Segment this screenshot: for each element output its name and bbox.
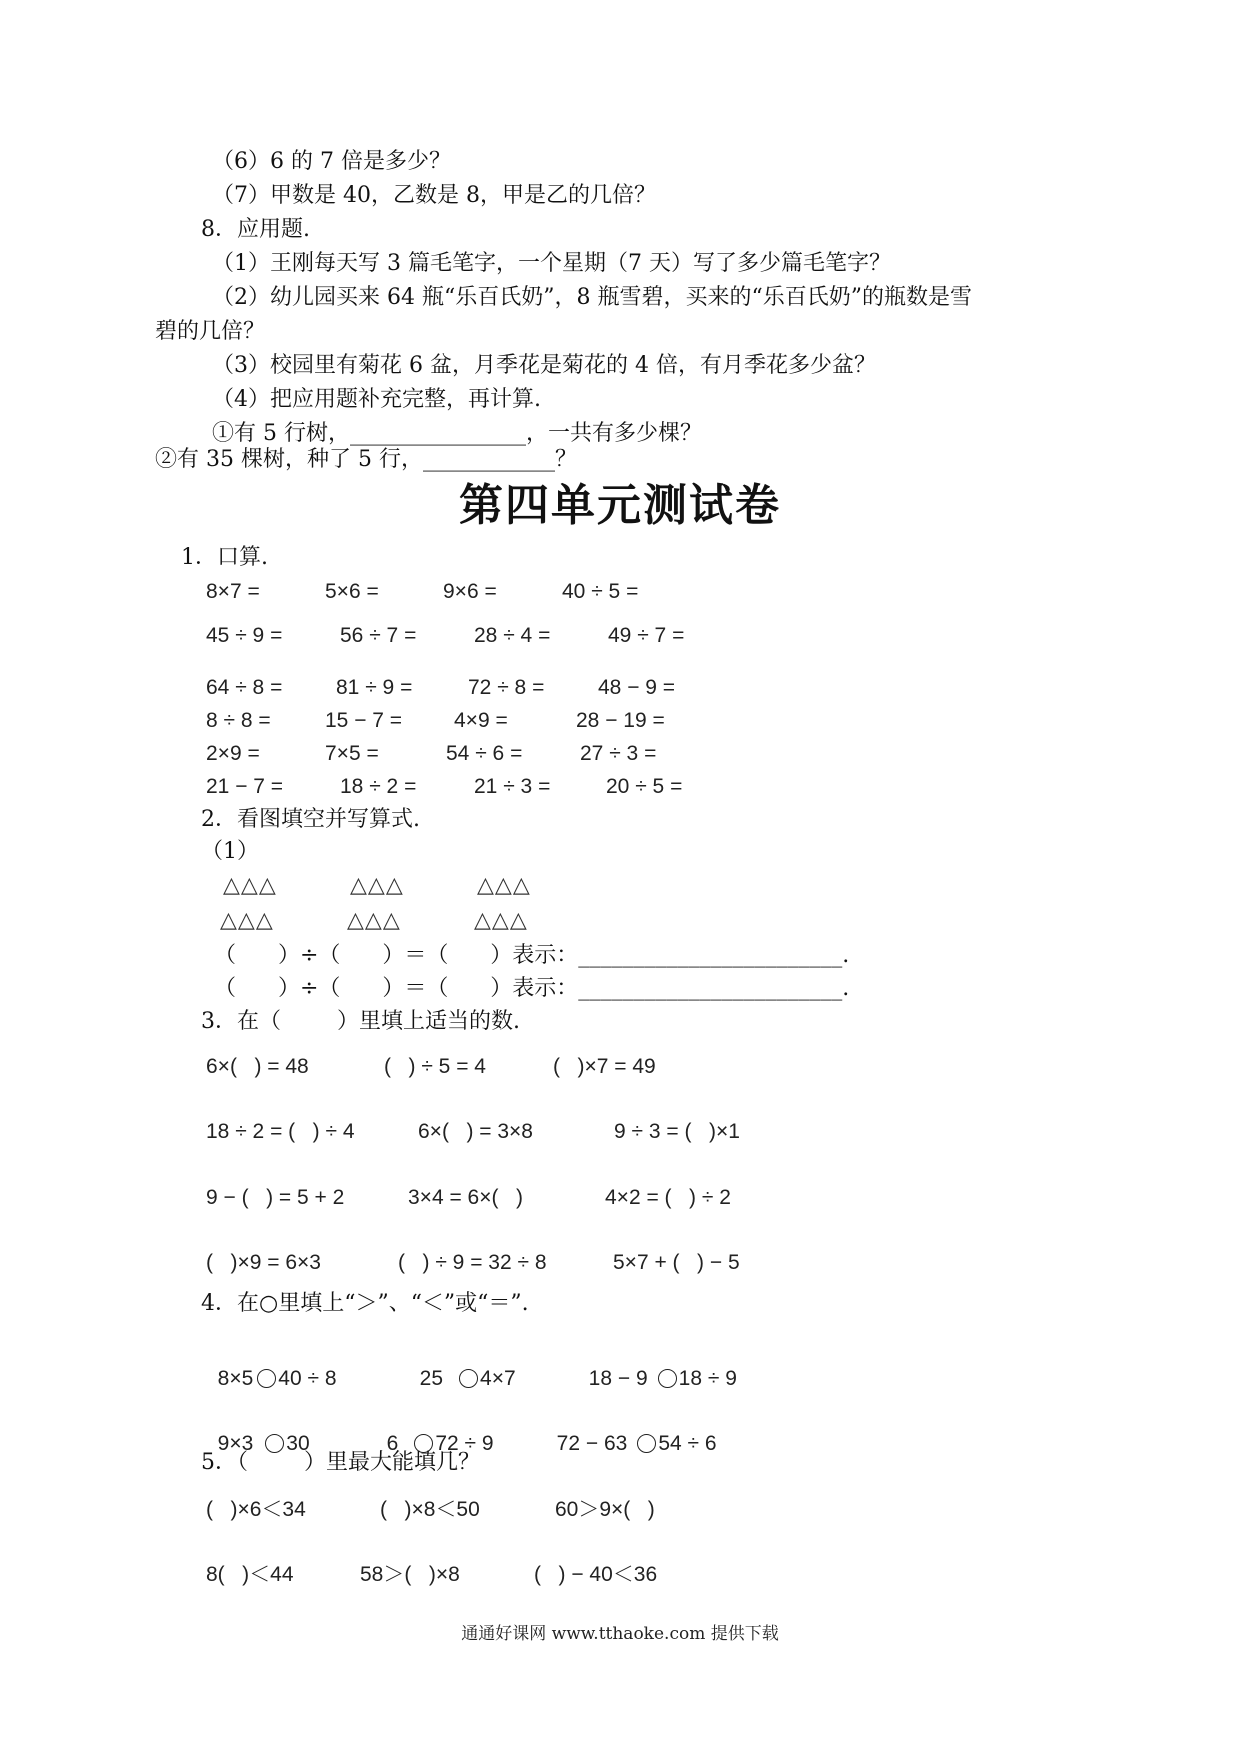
q3-item: 4×2 = ( ) ÷ 2 [605, 1186, 731, 1209]
q1-item: 21 ÷ 3 = [474, 775, 551, 798]
q1-item: 15 − 7 = [325, 709, 403, 732]
q1-heading: 1．口算. [181, 545, 268, 570]
compare-circle-icon [459, 1369, 478, 1388]
q1-item: 27 ÷ 3 = [580, 742, 657, 765]
application-problem-1: （1）王刚每天写 3 篇毛笔字，一个星期（7 天）写了多少篇毛笔字？ [212, 251, 891, 276]
footer-source: 通通好课网 www.tthaoke.com 提供下载 [461, 1624, 779, 1644]
q5-heading: 5．（ ）里最大能填几？ [201, 1450, 480, 1475]
q4-compare-item [206, 1337, 337, 1393]
q4-right-expr: 54 ÷ 6 [658, 1432, 717, 1455]
q4-left-expr: 72 − 63 [556, 1432, 628, 1455]
fill-in-problem-1: ①有 5 行树，________________，一共有多少棵？ [212, 421, 702, 446]
q5-item: 60＞9×( ) [555, 1498, 655, 1521]
q1-item: 54 ÷ 6 = [446, 742, 523, 765]
q2-equation-2: （ ）÷（ ）＝（ ）表示：________________________. [214, 976, 850, 1001]
section-8-heading: 8．应用题. [201, 217, 310, 242]
triangle-group-icon: △△△ [223, 873, 277, 898]
q2-sub-label: （1） [201, 839, 259, 864]
q1-item: 28 ÷ 4 = [474, 624, 551, 647]
fill-in-problem-2: ②有 35 棵树，种了 5 行，____________？ [155, 447, 577, 472]
q1-item: 49 ÷ 7 = [608, 624, 685, 647]
q4-left-expr: 6 [386, 1432, 399, 1455]
q1-item: 56 ÷ 7 = [340, 624, 417, 647]
q4-compare-item [577, 1337, 737, 1393]
triangle-group-icon: △△△ [347, 908, 401, 933]
compare-circle-icon [257, 1369, 276, 1388]
q3-item: ( )×7 = 49 [553, 1055, 656, 1078]
q4-right-expr: 72 ÷ 9 [435, 1432, 494, 1455]
application-problem-2-line2: 碧的几倍？ [155, 319, 266, 344]
q5-item: 8( )＜44 [206, 1563, 294, 1586]
q1-item: 20 ÷ 5 = [606, 775, 683, 798]
q3-item: 3×4 = 6×( ) [408, 1186, 523, 1209]
q5-item: ( ) − 40＜36 [534, 1563, 658, 1586]
q1-item: 28 − 19 = [576, 709, 665, 732]
q4-compare-item [545, 1402, 717, 1458]
question-7-6: （6）6 的 7 倍是多少？ [212, 149, 451, 174]
q3-item: ( ) ÷ 5 = 4 [384, 1055, 486, 1078]
q3-item: 9 − ( ) = 5 + 2 [206, 1186, 345, 1209]
q3-item: 6×( ) = 48 [206, 1055, 309, 1078]
q2-equation-1: （ ）÷（ ）＝（ ）表示：________________________. [214, 943, 850, 968]
q1-item: 5×6 = [325, 580, 379, 603]
triangle-group-icon: △△△ [477, 873, 531, 898]
q1-item: 2×9 = [206, 742, 260, 765]
q4-right-expr: 40 ÷ 8 [278, 1367, 337, 1390]
q3-item: 9 ÷ 3 = ( )×1 [614, 1120, 740, 1143]
q3-item: ( )×9 = 6×3 [206, 1251, 321, 1274]
triangle-group-icon: △△△ [350, 873, 404, 898]
triangle-group-icon: △△△ [474, 908, 528, 933]
q1-item: 7×5 = [325, 742, 379, 765]
q4-left-expr: 8×5 [217, 1367, 254, 1390]
q4-right-expr: 18 ÷ 9 [678, 1367, 737, 1390]
q3-heading: 3．在（ ）里填上适当的数. [201, 1009, 520, 1034]
q1-item: 9×6 = [443, 580, 497, 603]
application-problem-2-line1: （2）幼儿园买来 64 瓶“乐百氏奶”，8 瓶雪碧，买来的“乐百氏奶”的瓶数是雪 [212, 285, 972, 310]
q1-item: 8 ÷ 8 = [206, 709, 271, 732]
q1-item: 48 − 9 = [598, 676, 676, 699]
q2-heading: 2．看图填空并写算式. [201, 807, 420, 832]
question-7-7: （7）甲数是 40，乙数是 8，甲是乙的几倍？ [212, 183, 656, 208]
q1-item: 18 ÷ 2 = [340, 775, 417, 798]
q3-item: 5×7 + ( ) − 5 [613, 1251, 740, 1274]
compare-circle-icon [658, 1369, 677, 1388]
application-problem-4: （4）把应用题补充完整，再计算. [212, 387, 541, 412]
triangle-group-icon: △△△ [220, 908, 274, 933]
q1-item: 21 − 7 = [206, 775, 284, 798]
q1-item: 45 ÷ 9 = [206, 624, 283, 647]
q5-item: ( )×8＜50 [380, 1498, 480, 1521]
page-title: 第四单元测试卷 [459, 480, 781, 531]
q1-item: 4×9 = [454, 709, 508, 732]
q4-heading: 4．在○里填上“＞”、“＜”或“＝”. [201, 1291, 529, 1316]
q4-left-expr: 9×3 [217, 1432, 254, 1455]
q1-item: 64 ÷ 8 = [206, 676, 283, 699]
application-problem-3: （3）校园里有菊花 6 盆，月季花是菊花的 4 倍，有月季花多少盆？ [212, 353, 876, 378]
q1-item: 40 ÷ 5 = [562, 580, 639, 603]
q3-item: 6×( ) = 3×8 [418, 1120, 533, 1143]
q1-item: 81 ÷ 9 = [336, 676, 413, 699]
q4-left-expr: 25 [419, 1367, 444, 1390]
q1-item: 8×7 = [206, 580, 260, 603]
q4-compare-item [408, 1337, 516, 1393]
q3-item: ( ) ÷ 9 = 32 ÷ 8 [398, 1251, 547, 1274]
q1-item: 72 ÷ 8 = [468, 676, 545, 699]
q4-right-expr: 30 [286, 1432, 310, 1455]
q5-item: ( )×6＜34 [206, 1498, 306, 1521]
q5-item: 58＞( )×8 [360, 1563, 460, 1586]
q4-right-expr: 4×7 [480, 1367, 516, 1390]
q4-left-expr: 18 − 9 [588, 1367, 648, 1390]
q3-item: 18 ÷ 2 = ( ) ÷ 4 [206, 1120, 355, 1143]
compare-circle-icon [637, 1434, 656, 1453]
